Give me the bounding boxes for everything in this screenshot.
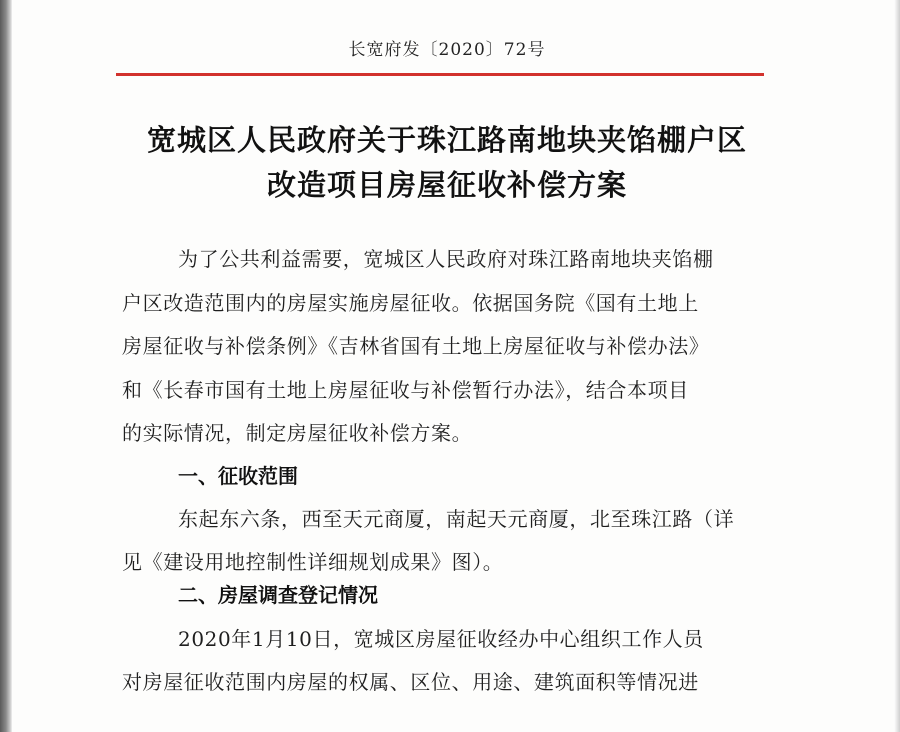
intro-line-5: 的实际情况，制定房屋征收补偿方案。 bbox=[122, 421, 473, 445]
viewer-right-edge bbox=[894, 0, 900, 732]
viewer-left-edge bbox=[0, 0, 12, 732]
intro-line-3: 房屋征收与补偿条例》《吉林省国有土地上房屋征收与补偿办法》 bbox=[122, 334, 710, 358]
intro-line-2: 户区改造范围内的房屋实施房屋征收。依据国务院《国有土地上 bbox=[122, 291, 699, 315]
section-2-line-2: 对房屋征收范围内房屋的权属、区位、用途、建筑面积等情况进 bbox=[122, 670, 699, 694]
section-1-heading: 一、征收范围 bbox=[178, 464, 298, 488]
document-title-line-1: 宽城区人民政府关于珠江路南地块夹馅棚户区 bbox=[146, 123, 747, 157]
intro-line-1: 为了公共利益需要，宽城区人民政府对珠江路南地块夹馅棚 bbox=[178, 247, 714, 271]
intro-line-4: 和《长春市国有土地上房屋征收与补偿暂行办法》，结合本项目 bbox=[122, 378, 689, 402]
section-1-line-1: 东起东六条，西至天元商厦，南起天元商厦，北至珠江路（详 bbox=[178, 507, 735, 531]
document-number: 长宽府发〔2020〕72号 bbox=[348, 40, 546, 60]
red-header-rule bbox=[116, 73, 764, 76]
section-2-heading: 二、房屋调查登记情况 bbox=[178, 583, 378, 607]
document-page bbox=[12, 0, 894, 732]
section-2-line-1: 2020年1月10日，宽城区房屋征收经办中心组织工作人员 bbox=[178, 627, 704, 651]
document-title-line-2: 改造项目房屋征收补偿方案 bbox=[266, 168, 627, 202]
section-1-line-2: 见《建设用地控制性详细规划成果》图）。 bbox=[122, 550, 504, 574]
